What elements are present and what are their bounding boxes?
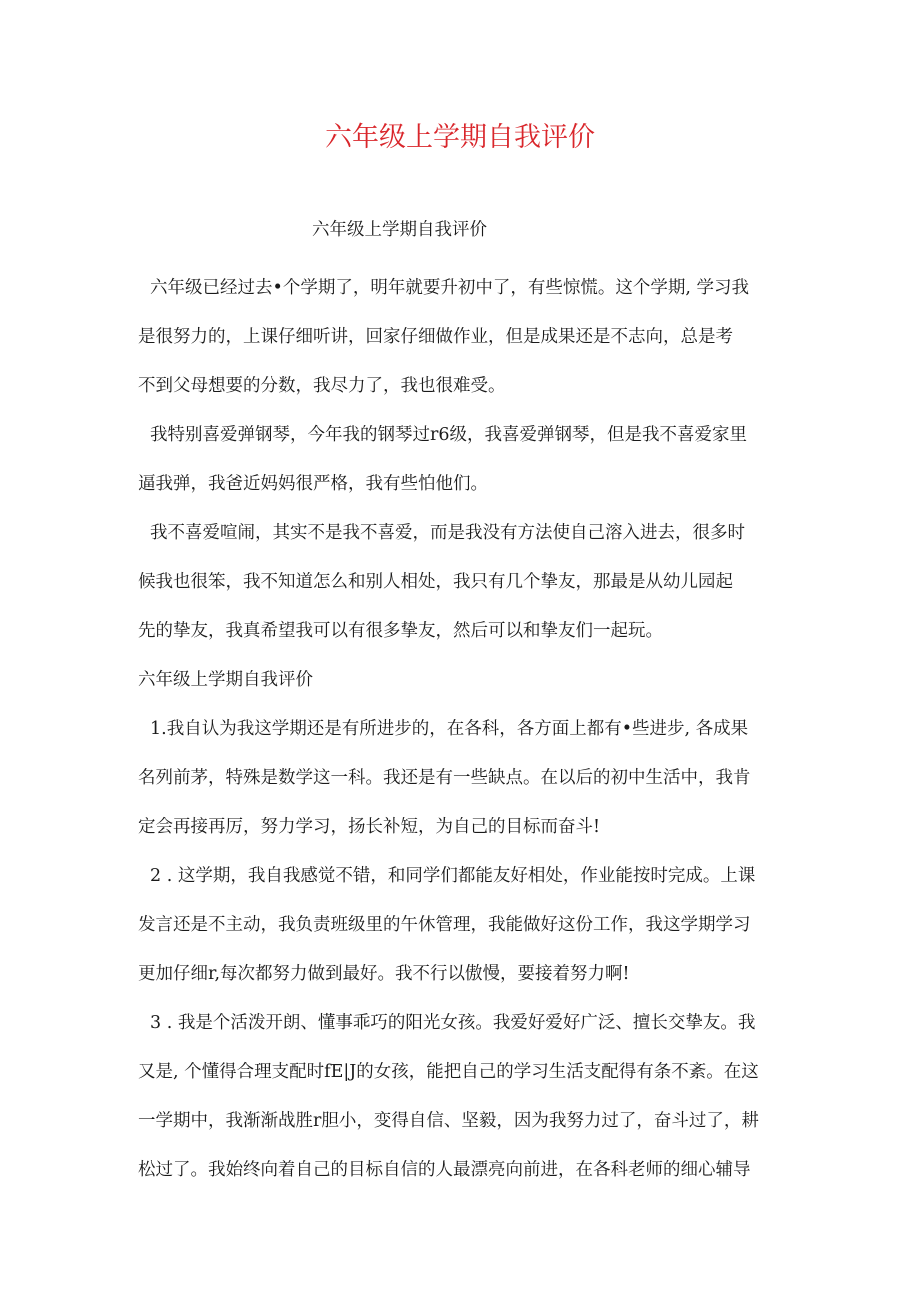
section-heading: 六年级上学期自我评价 <box>138 670 313 690</box>
paragraph-line: 又是, 个懂得合理支配时fE|J的女孩，能把自己的学习生活支配得有条不紊。在这 <box>138 1062 759 1082</box>
numbered-item-1 <box>138 705 788 852</box>
paragraph-line: 先的挚友，我真希望我可以有很多挚友，然后可以和挚友们一起玩。 <box>138 621 663 641</box>
paragraph-line: 逼我弹，我爸近妈妈很严格，我有些怕他们。 <box>138 474 488 494</box>
paragraph-line: 候我也很笨，我不知道怎么和别人相处，我只有几个挚友，那最是从幼儿园起 <box>138 572 733 592</box>
paragraph-line: 我不喜爱喧闹，其实不是我不喜爱，而是我没有方法使自己溶入进去，很多时 <box>150 523 745 543</box>
paragraph-1 <box>138 264 788 411</box>
paragraph-3 <box>138 509 788 656</box>
document-subtitle: 六年级上学期自我评价 <box>312 220 487 240</box>
paragraph-line: 名列前茅，特殊是数学这一科。我还是有一些缺点。在以后的初中生活中，我肯 <box>138 768 751 788</box>
document-title: 六年级上学期自我评价 <box>325 122 595 153</box>
paragraph-line: 3 . 我是个活泼开朗、懂事乖巧的阳光女孩。我爱好爱好广泛、擅长交挚友。我 <box>150 1013 756 1033</box>
paragraph-line: 2 . 这学期，我自我感觉不错，和同学们都能友好相处，作业能按时完成。上课 <box>150 866 756 886</box>
paragraph-2 <box>138 411 788 509</box>
paragraph-line: 是很努力的，上课仔细听讲，回家仔细做作业，但是成果还是不志向，总是考 <box>138 327 733 347</box>
paragraph-line: 更加仔细r,每次都努力做到最好。我不行以傲慢，要接着努力啊! <box>138 964 630 984</box>
paragraph-line: 1.我自认为我这学期还是有所进步的，在各科，各方面上都有•些进步, 各成果 <box>150 719 749 739</box>
numbered-item-2 <box>138 852 788 999</box>
paragraph-line: 我特别喜爱弹钢琴，今年我的钢琴过r6级，我喜爱弹钢琴，但是我不喜爱家里 <box>150 425 747 445</box>
paragraph-line: 一学期中，我渐渐战胜r胆小，变得自信、坚毅，因为我努力过了，奋斗过了，耕 <box>138 1111 759 1131</box>
paragraph-line: 六年级已经过去•个学期了，明年就要升初中了，有些惊慌。这个学期, 学习我 <box>150 278 749 298</box>
paragraph-line: 发言还是不主动，我负责班级里的午休管理，我能做好这份工作，我这学期学习 <box>138 915 751 935</box>
document-body <box>138 264 788 1195</box>
paragraph-line: 松过了。我始终向着自己的目标自信的人最漂亮向前进，在各科老师的细心辅导 <box>138 1160 751 1180</box>
paragraph-line: 不到父母想要的分数，我尽力了，我也很难受。 <box>138 376 506 396</box>
numbered-item-3 <box>138 999 788 1195</box>
paragraph-line: 定会再接再厉，努力学习，扬长补短，为自己的目标而奋斗! <box>138 817 601 837</box>
